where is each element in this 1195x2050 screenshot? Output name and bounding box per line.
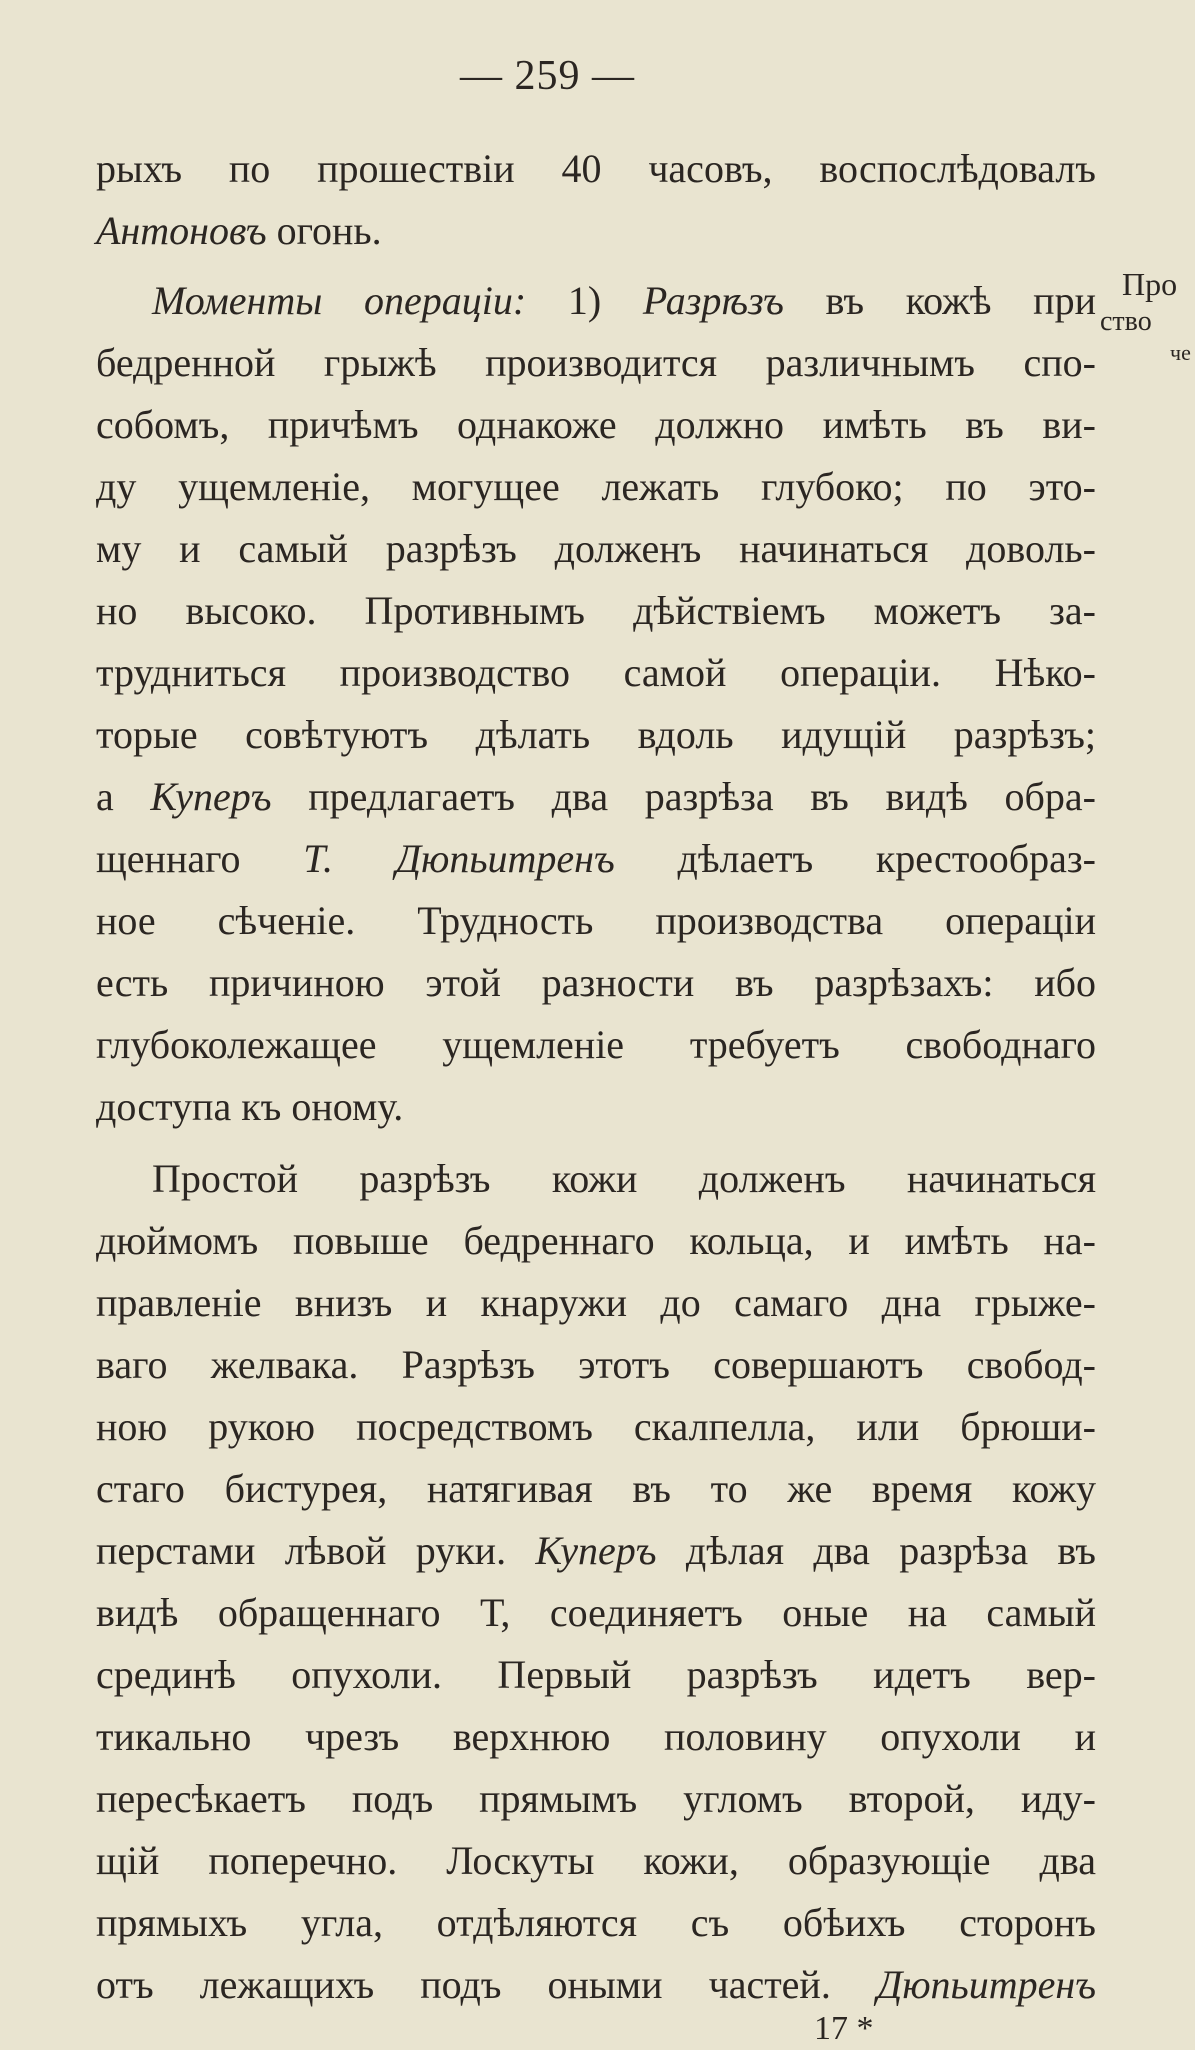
text-line: ду ущемленiе, могущее лежать глубоко; по это-	[96, 464, 1096, 509]
text-span: отъ лежащихъ подъ оными частей.	[96, 1962, 877, 2007]
text-line: глубоколежащее ущемленiе требуетъ свободнаго	[96, 1022, 1096, 1067]
text-line: стаго бистурея, натягивая въ то же время кожу	[96, 1466, 1096, 1511]
text-line	[96, 1954, 1096, 2016]
name-dupuytren: Дюпьитренъ	[876, 1962, 1096, 2007]
text-line	[96, 828, 1096, 890]
text-line: правленiе внизъ и кнаружи до самаго дна грыже-	[96, 1280, 1096, 1325]
text-line: бедренной грыжѣ производится различнымъ спо-	[96, 340, 1096, 385]
text-span: дѣлая два разрѣза въ	[656, 1528, 1096, 1573]
text-line: тикально чрезъ верхнюю половину опухоли и	[96, 1714, 1096, 1759]
text-span: перстами лѣвой руки.	[96, 1528, 536, 1573]
text-line	[96, 200, 1096, 262]
text-line: пересѣкаетъ подъ прямымъ угломъ второй, иду-	[96, 1776, 1096, 1821]
margin-note-1: Про	[1122, 266, 1178, 302]
margin-note-3: че	[1170, 340, 1191, 365]
text-line: есть причиною этой разности въ разрѣзахъ: ибо	[96, 960, 1096, 1005]
text-line	[96, 270, 1096, 332]
text-span: а	[96, 774, 151, 819]
text-line: срединѣ опухоли. Первый разрѣзъ идетъ вер-	[96, 1652, 1096, 1697]
text-line: торые совѣтуютъ дѣлать вдоль идущiй разрѣзъ;	[96, 712, 1096, 757]
margin-note-2: ство	[1100, 306, 1152, 337]
name-cooper: Куперъ	[535, 1528, 657, 1573]
text-line	[96, 766, 1096, 828]
text-line: доступа къ оному.	[96, 1084, 404, 1129]
text-line: трудниться производство самой операцiи. Нѣко-	[96, 650, 1096, 695]
text-line: собомъ, причѣмъ однакоже должно имѣть въ ви-	[96, 402, 1096, 447]
text-line: рыхъ по прошествiи 40 часовъ, воспослѣдовалъ	[96, 146, 1096, 191]
text-line: ною рукою посредствомъ скалпелла, или брюши-	[96, 1404, 1096, 1449]
text-span: предлагаетъ два разрѣза въ видѣ обра-	[271, 774, 1096, 819]
text-line	[96, 1520, 1096, 1582]
name-dupuytren: Т. Дюпьитренъ	[303, 836, 615, 881]
text-line: Простой разрѣзъ кожи долженъ начинаться	[152, 1156, 1096, 1201]
text-line: видѣ обращеннаго Т, соединяетъ оные на самый	[96, 1590, 1096, 1635]
text-span: 1)	[526, 278, 643, 323]
text-line: ное сѣченiе. Трудность производства операцiи	[96, 898, 1096, 943]
page-number: — 259 —	[460, 53, 635, 99]
text-line: ваго желвака. Разрѣзъ этотъ совершаютъ свобод-	[96, 1342, 1096, 1387]
text-span: въ кожѣ при	[783, 278, 1096, 323]
text-line: му и самый разрѣзъ долженъ начинаться доволь-	[96, 526, 1096, 571]
name-antonov: Антоновъ	[96, 208, 267, 253]
name-cooper: Куперъ	[150, 774, 272, 819]
heading-incision: Разрѣзъ	[642, 278, 784, 323]
heading-moments: Моменты операцiи:	[152, 278, 527, 323]
text-line: прямыхъ угла, отдѣляются съ обѣихъ сторонъ	[96, 1900, 1096, 1945]
text-span: огонь.	[266, 208, 382, 253]
signature-mark: 17 *	[814, 2010, 874, 2047]
text-line: но высоко. Противнымъ дѣйствiемъ можетъ за-	[96, 588, 1096, 633]
text-line: дюймомъ повыше бедреннаго кольца, и имѣть на-	[96, 1218, 1096, 1263]
text-line: щiй поперечно. Лоскуты кожи, образующiе два	[96, 1838, 1096, 1883]
text-span: щеннаго	[96, 836, 304, 881]
text-span: дѣлаетъ крестообраз-	[614, 836, 1096, 881]
